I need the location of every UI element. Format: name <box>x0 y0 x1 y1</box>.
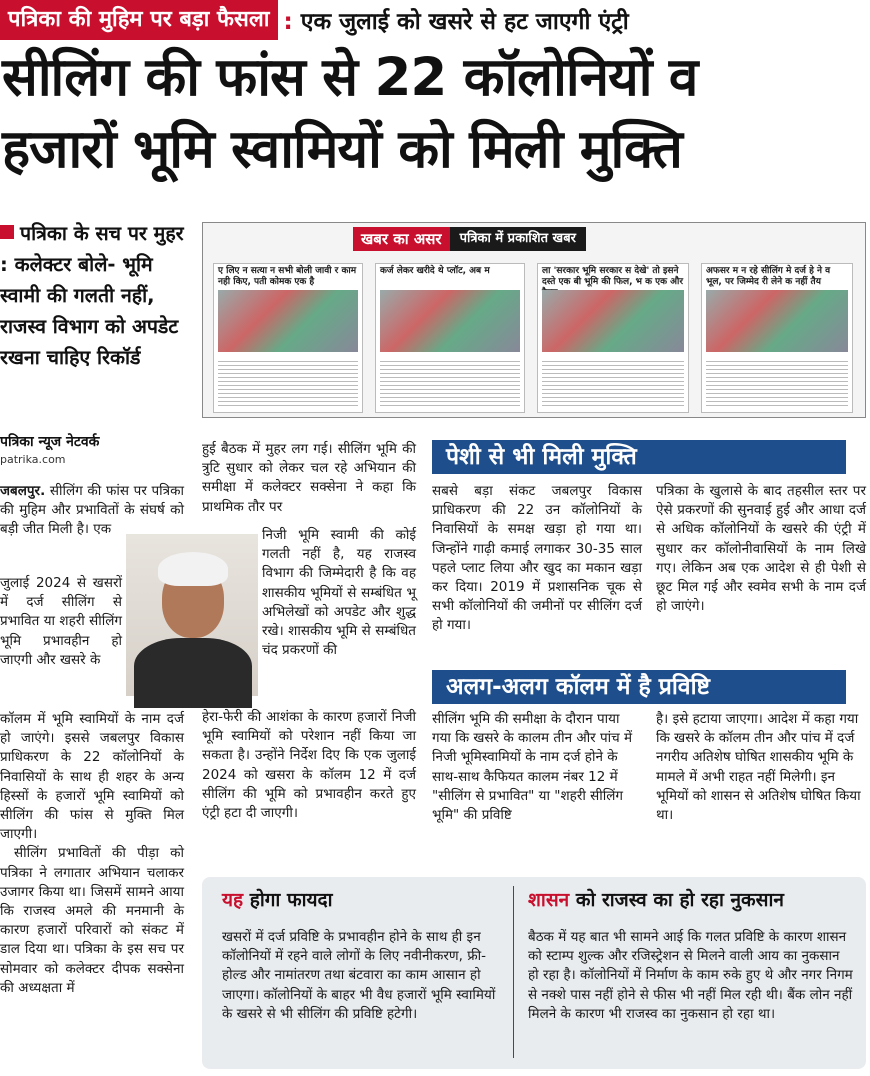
column-1-para-1: कॉलम में भूमि स्वामियों के नाम दर्ज हो जाएंगे। इससे जबलपुर विकास प्राधिकरण के 22 कॉलोनियों के निवासियों के साथ ही शहर के अन्य हिस्सों के हजारों भूमि स्वामियों को सीलिंग की फांस से मुक्ति मिल जाएगी। <box>0 711 184 843</box>
section-heading-exemption: पेशी से भी मिली मुक्ति <box>432 440 846 474</box>
column-1-top <box>0 482 184 540</box>
byline <box>0 432 190 466</box>
collector-portrait <box>126 534 258 696</box>
section-2-left: सीलिंग भूमि की समीक्षा के दौरान पाया गया कि खसरे के कालम तीन और पांच में निजी भूमिस्वामियों के नाम दर्ज होने के साथ-साथ कैफियत कालम नंबर 12 में "सीलिंग से प्रभावित" या "शहरी सीलिंग भूमि" की प्रविष्टि <box>432 711 633 824</box>
clipping-4 <box>701 263 853 413</box>
column-1-para-2: सीलिंग प्रभावितों की पीड़ा को पत्रिका ने लगातार अभियान चलाकर उजागर किया था। जिसमें सामने आया कि राजस्व अमले की मनमानी के कारण हजारों परिवारों को संकट में डाल दिया था। पत्रिका के इस सच पर सोमवार को कलेक्टर दीपक सक्सेना की अध्यक्षता में <box>0 845 184 996</box>
red-square-bullet-icon <box>0 225 14 239</box>
clipping-body-lines <box>380 358 520 408</box>
box-left-title-red: यह <box>222 889 244 911</box>
kicker-colon: : <box>283 9 293 35</box>
clipping-body-lines <box>706 358 848 408</box>
headline-line-2: हजारों भूमि स्वामियों को मिली मुक्ति <box>2 119 682 180</box>
strip-label-impact: खबर का असर <box>353 227 450 251</box>
column-1-body <box>0 710 184 998</box>
box-left-text: खसरों में दर्ज प्रविष्टि के प्रभावहीन होने के साथ ही इन कॉलोनियों में रहने वाले लोगों के लिए नवीनीकरण, फ्री-होल्ड और नामांतरण तथा बंटवारा का काम आसान हो जाएगा। कॉलोनियों के बाहर भी वैध हजारों भूमि स्वामियों के खसरे से भी सीलिंग की प्रविष्टि हटेगी। <box>222 929 496 1022</box>
section-1-right: पत्रिका के खुलासे के बाद तहसील स्तर पर ऐसे प्रकरणों की सुनवाई हुई और आधा दर्ज से अधिक कॉलोनियों के खसरे की एंट्री में सुधार कर कॉलोनीवासियों के नाम लिखे गए। लेकिन अब एक आदेश से ही पेशी से छूट मिल गई और स्वमेव सभी के नाम दर्ज हो जाएंगे। <box>656 483 866 615</box>
box-right-title-red: शासन <box>528 889 570 911</box>
clipping-photo <box>218 290 358 352</box>
headline <box>2 42 868 186</box>
clipping-2 <box>375 263 525 413</box>
strip-label <box>353 227 586 251</box>
kicker-tag: पत्रिका की मुहिम पर बड़ा फैसला <box>0 0 278 40</box>
clipping-photo <box>542 290 684 352</box>
column-2-body: हेरा-फेरी की आशंका के कारण हजारों निजी भूमि स्वामियों को परेशान नहीं किया जा सकता है। उन्होंने निर्देश दिए कि एक जुलाई 2024 को खसरा के कॉलम 12 में दर्ज सीलिंग की भूमि को प्रभावहीन करते हुए एंट्री हटा दी जाएगी। <box>202 709 416 822</box>
column-2-top: हुई बैठक में मुहर लग गई। सीलिंग भूमि की त्रुटि सुधार को लेकर चल रहे अभियान की समीक्षा में कलेक्टर सक्सेना ने कहा कि प्राथमिक तौर पर <box>202 441 416 515</box>
kicker-bar <box>0 0 870 40</box>
strip-label-published: पत्रिका में प्रकाशित खबर <box>450 227 586 251</box>
column-1-wrap: जुलाई 2024 से खसरों में दर्ज सीलिंग से प्रभावित या शहरी सीलिंग भूमि प्रभावहीन हो जाएगी और खसरे के <box>0 575 122 668</box>
byline-agency: पत्रिका न्यूज नेटवर्क <box>0 434 100 450</box>
headline-line-1: सीलिंग की फांस से 22 कॉलोनियों व <box>2 47 698 108</box>
portrait-body <box>134 638 252 708</box>
clipping-headline: ला 'सरकार भूमि सरकार स देखे' तो इसने दस्ते एक बी भूमि की फिल, भ क एक और <box>542 266 684 287</box>
kicker-text <box>278 4 629 36</box>
clipping-photo <box>706 290 848 352</box>
clippings-strip <box>202 222 866 418</box>
portrait-hair <box>158 552 228 586</box>
clipping-body-lines <box>542 358 684 408</box>
column-2-wrap: निजी भूमि स्वामी की कोई गलती नहीं है, यह राजस्व विभाग की जिम्मेदारी है कि वह शासकीय भूमियों से सम्बंधित भू अभिलेखों को अपडेट और शुद्ध रखे। शासकीय भूमि से सम्बंधित चंद प्रकरणों की <box>262 527 416 659</box>
section-1-left: सबसे बड़ा संकट जबलपुर विकास प्राधिकरण की 22 उन कॉलोनियों के निवासियों के समक्ष खड़ा हो गया था। जिन्होंने गाढ़ी कमाई लगाकर 30-35 साल पहले प्लाट लिया और खुद का मकान खड़ा कर दिया। 2019 में प्रशासनिक चूक से सभी कॉलोनियों की जमीनों पर सीलिंग दर्ज हो गया। <box>432 483 642 634</box>
dateline: जबलपुर. <box>0 483 46 499</box>
box-right-title <box>528 886 784 912</box>
kicker-subtext: एक जुलाई को खसरे से हट जाएगी एंट्री <box>300 9 629 35</box>
section-heading-columns: अलग-अलग कॉलम में है प्रविष्टि <box>432 670 846 704</box>
clipping-3 <box>537 263 689 413</box>
clipping-1 <box>213 263 363 413</box>
box-right-text: बैठक में यह बात भी सामने आई कि गलत प्रविष्टि के कारण शासन को स्टाम्प शुल्क और रजिस्ट्रेशन से मिलने वाली आय का नुकसान हो रहा है। कॉलोनियों में निर्माण के काम रुके हुए थे और नगर निगम से नक्शे पास नहीं होने से फीस भी नहीं मिल रही थी। बैंक लोन नहीं मिलने के कारण भी राजस्व का नुकसान हो रहा था। <box>528 929 853 1022</box>
clipping-body-lines <box>218 358 358 408</box>
clipping-photo <box>380 290 520 352</box>
section-2-right: है। इसे हटाया जाएगा। आदेश में कहा गया कि खसरे के कॉलम तीन और पांच में दर्ज नगरीय अतिशेष घोषित शासकीय भूमि के मामले में अभी राहत नहीं मिलेगी। इन भूमियों को शासन से अतिशेष घोषित किया था। <box>656 711 861 824</box>
clipping-headline: ए लिए न सत्या न सभी बोली जावी र काम नही किए, पती कोमक एक है <box>218 266 357 287</box>
box-right-title-rest: को राजस्व का हो रहा नुकसान <box>569 889 784 911</box>
clipping-headline: कर्ज लेकर खरीदे थे प्लॉट, अब म <box>380 266 490 276</box>
column-1-intro: सीलिंग की फांस पर पत्रिका की मुहिम और प्रभावितों के संघर्ष को बड़ी जीत मिली है। एक <box>0 483 184 538</box>
clipping-headline: अफसर म न रहे सीलिंग मे दर्ज हे ने व भूल, पर जिम्मेद री लेने क नहीं तैय <box>706 266 831 287</box>
sidebox-text: पत्रिका के सच पर मुहर : कलेक्टर बोले- भूमि स्वामी की गलती नहीं, राजस्व विभाग को अपडेट रखना चाहिए रिकॉर्ड <box>0 222 184 369</box>
box-left-title <box>222 886 333 912</box>
box-divider <box>513 886 514 1058</box>
byline-site: patrika.com <box>0 453 66 466</box>
box-left-title-rest: होगा फायदा <box>243 889 333 911</box>
sidebox-quote <box>0 218 198 373</box>
